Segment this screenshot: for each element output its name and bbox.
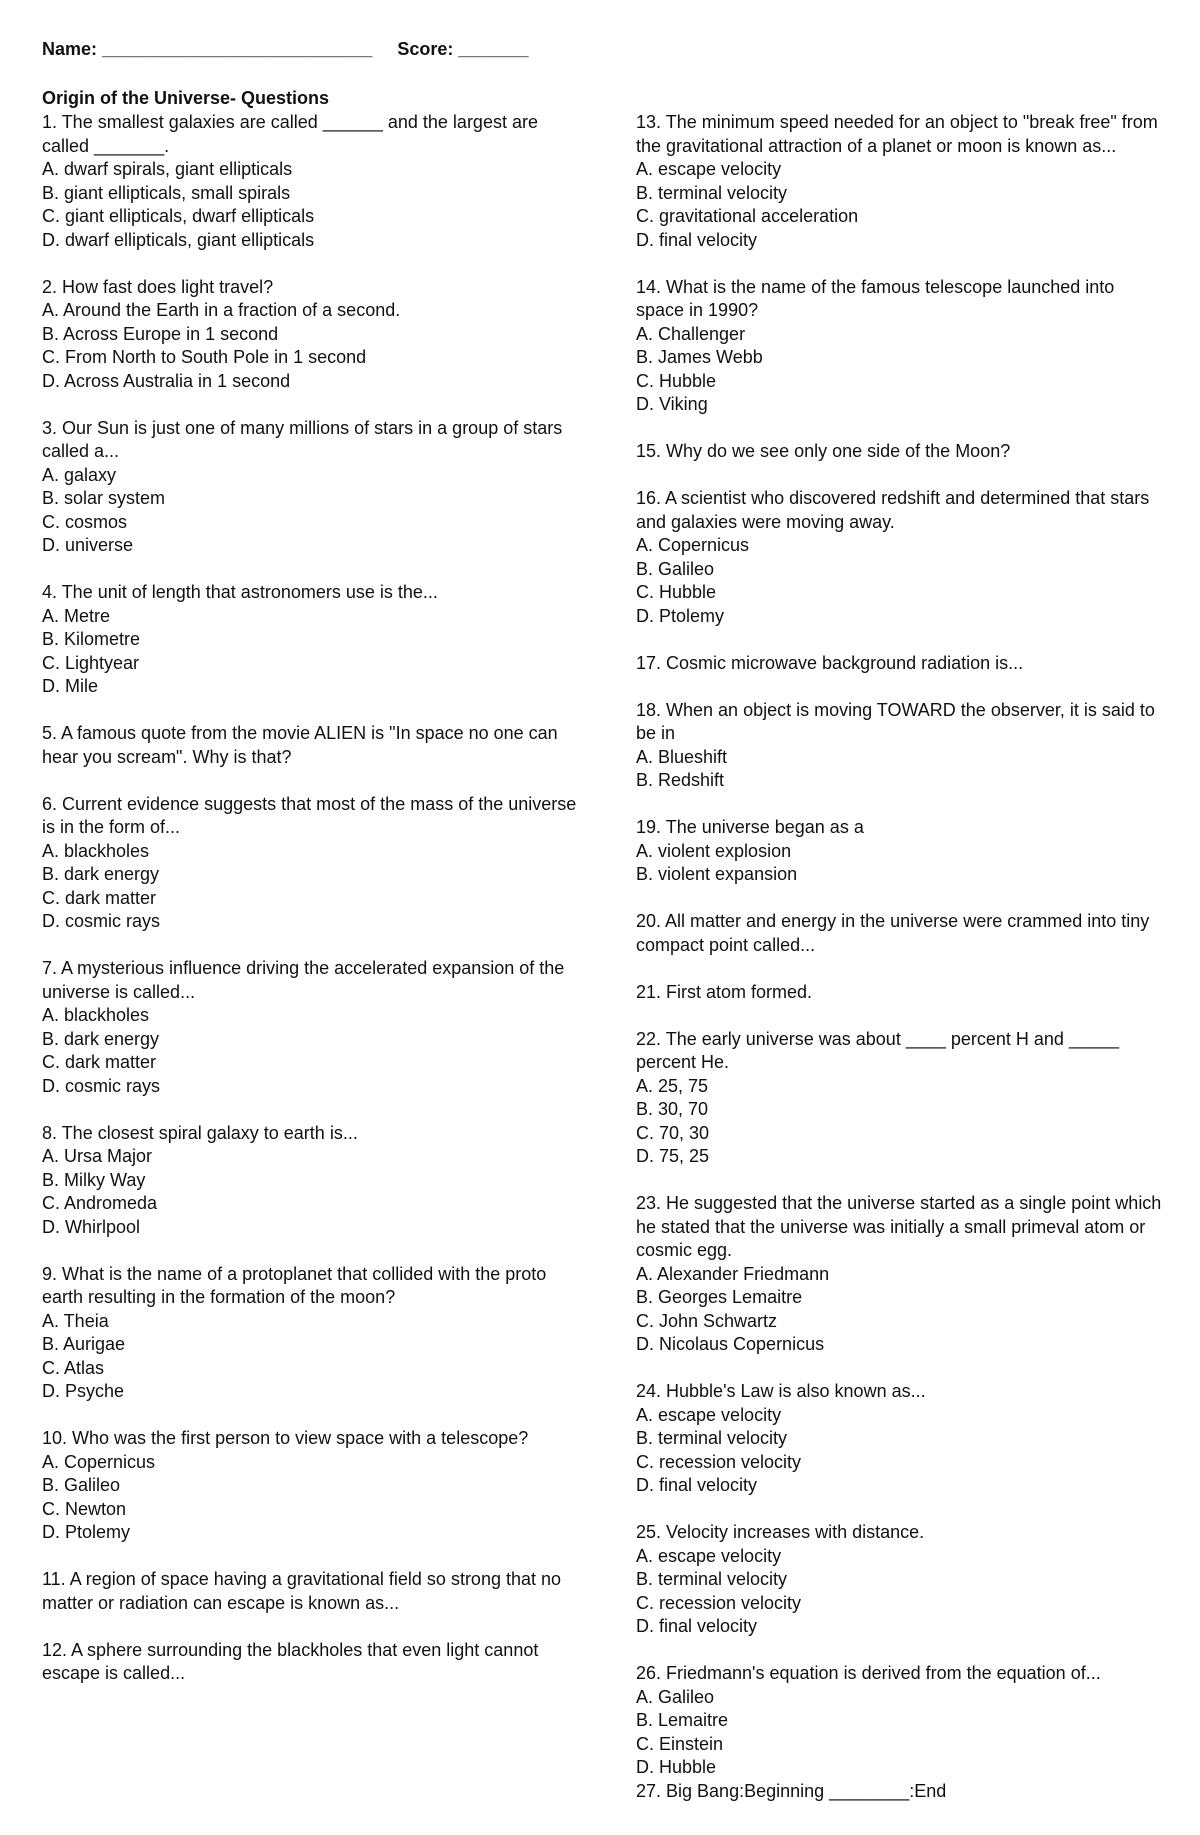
question-block: [636, 981, 1166, 1005]
answer-option[interactable]: B. terminal velocity: [636, 1569, 788, 1589]
answer-option[interactable]: A. Blueshift: [636, 746, 728, 767]
answer-option[interactable]: D. Viking: [636, 394, 708, 414]
answer-option[interactable]: D. 75, 25: [636, 1146, 710, 1166]
question-block: [636, 1521, 1166, 1639]
question-text: 9. What is the name of a protoplanet that collided with the proto earth resulting in the formation of the moon?: [42, 1263, 547, 1307]
answer-option[interactable]: C. 70, 30: [636, 1122, 710, 1143]
answer-option[interactable]: A. violent explosion: [636, 840, 792, 861]
question-text: 25. Velocity increases with distance.: [636, 1522, 925, 1542]
answer-option[interactable]: B. terminal velocity: [636, 1428, 788, 1448]
answer-option[interactable]: A. blackholes: [42, 840, 150, 861]
header-row: [42, 39, 528, 60]
question-text: 16. A scientist who discovered redshift and determined that stars and galaxies were moving away.: [636, 488, 1150, 532]
question-block: [636, 276, 1166, 417]
left-question-column: [42, 111, 582, 1709]
question-text: 5. A famous quote from the movie ALIEN is "In space no one can hear you scream". Why is that?: [42, 723, 558, 767]
question-text: 12. A sphere surrounding the blackholes that even light cannot escape is called...: [42, 1639, 539, 1683]
answer-option[interactable]: C. gravitational acceleration: [636, 206, 859, 226]
answer-option[interactable]: C. dark matter: [42, 1052, 157, 1072]
name-blank[interactable]: ___________________________: [102, 39, 373, 59]
question-block: [42, 957, 582, 1098]
question-text: 2. How fast does light travel?: [42, 276, 274, 297]
answer-option[interactable]: C. cosmos: [42, 511, 128, 532]
question-block: [636, 910, 1166, 957]
answer-option[interactable]: B. Aurigae: [42, 1334, 126, 1354]
question-block: [636, 1780, 1166, 1804]
answer-option[interactable]: A. dwarf spirals, giant ellipticals: [42, 159, 293, 179]
question-block: [636, 1380, 1166, 1498]
answer-option[interactable]: A. Ursa Major: [42, 1146, 153, 1166]
question-text: 17. Cosmic microwave background radiation is...: [636, 652, 1024, 673]
question-block: [42, 417, 582, 558]
answer-option[interactable]: B. violent expansion: [636, 864, 798, 884]
answer-option[interactable]: B. solar system: [42, 488, 166, 508]
answer-option[interactable]: B. Georges Lemaitre: [636, 1287, 803, 1307]
answer-option[interactable]: A. galaxy: [42, 464, 117, 485]
answer-option[interactable]: C. Hubble: [636, 582, 717, 602]
answer-option[interactable]: B. Milky Way: [42, 1169, 146, 1190]
answer-option[interactable]: D. dwarf ellipticals, giant ellipticals: [42, 229, 315, 250]
answer-option[interactable]: B. Across Europe in 1 second: [42, 323, 279, 344]
answer-option[interactable]: B. dark energy: [42, 864, 160, 884]
question-text: 13. The minimum speed needed for an object to "break free" from the gravitational attraction of a planet or moon is known as...: [636, 112, 1158, 156]
answer-option[interactable]: D. Hubble: [636, 1757, 717, 1777]
worksheet-title: Origin of the Universe- Questions: [42, 88, 330, 108]
answer-option[interactable]: C. dark matter: [42, 887, 157, 908]
answer-option[interactable]: D. Nicolaus Copernicus: [636, 1334, 825, 1354]
question-text: 26. Friedmann's equation is derived from the equation of...: [636, 1663, 1101, 1683]
answer-option[interactable]: B. Kilometre: [42, 629, 141, 649]
answer-option[interactable]: D. Ptolemy: [636, 605, 725, 626]
question-text: 6. Current evidence suggests that most of the mass of the universe is in the form of...: [42, 793, 577, 837]
score-label: Score:: [397, 39, 454, 59]
answer-option[interactable]: D. cosmic rays: [42, 1075, 161, 1096]
question-text: 22. The early universe was about ____ percent H and _____ percent He.: [636, 1028, 1119, 1072]
answer-option[interactable]: A. Metre: [42, 605, 111, 626]
answer-option[interactable]: C. recession velocity: [636, 1592, 802, 1613]
answer-option[interactable]: A. Galileo: [636, 1686, 715, 1707]
question-block: [636, 1662, 1166, 1780]
question-block: [636, 111, 1166, 252]
answer-option[interactable]: B. dark energy: [42, 1028, 160, 1049]
question-text: 23. He suggested that the universe started as a single point which he stated that the universe was initially a small primeval atom or cosmic egg.: [636, 1193, 1162, 1260]
answer-option[interactable]: D. final velocity: [636, 229, 758, 250]
question-block: [636, 440, 1166, 464]
score-blank[interactable]: _______: [458, 39, 529, 59]
answer-option[interactable]: A. 25, 75: [636, 1075, 709, 1096]
question-block: [42, 793, 582, 934]
question-text: 7. A mysterious influence driving the accelerated expansion of the universe is called...: [42, 958, 565, 1002]
question-block: [636, 699, 1166, 793]
answer-option[interactable]: A. Copernicus: [42, 1451, 156, 1472]
question-block: [636, 1192, 1166, 1357]
answer-option[interactable]: A. Alexander Friedmann: [636, 1263, 830, 1284]
answer-option[interactable]: A. escape velocity: [636, 1404, 782, 1425]
answer-option[interactable]: C. From North to South Pole in 1 second: [42, 347, 367, 367]
question-block: [636, 487, 1166, 628]
question-block: [636, 1028, 1166, 1169]
question-block: [42, 1122, 582, 1240]
question-text: 24. Hubble's Law is also known as...: [636, 1381, 926, 1401]
answer-option[interactable]: C. John Schwartz: [636, 1310, 778, 1331]
answer-option[interactable]: A. escape velocity: [636, 159, 782, 179]
question-text: 18. When an object is moving TOWARD the observer, it is said to be in: [636, 699, 1155, 743]
answer-option[interactable]: C. Newton: [42, 1498, 127, 1519]
answer-option[interactable]: C. recession velocity: [636, 1451, 802, 1472]
answer-option[interactable]: A. escape velocity: [636, 1545, 782, 1566]
question-block: [42, 581, 582, 699]
question-block: [42, 722, 582, 769]
answer-option[interactable]: D. universe: [42, 535, 134, 555]
answer-option[interactable]: C. Atlas: [42, 1357, 105, 1378]
question-block: [42, 276, 582, 394]
answer-option[interactable]: C. Hubble: [636, 370, 717, 391]
answer-option[interactable]: B. James Webb: [636, 347, 763, 367]
question-text: 8. The closest spiral galaxy to earth is...: [42, 1122, 358, 1143]
answer-option[interactable]: A. Challenger: [636, 323, 746, 344]
answer-option[interactable]: B. Redshift: [636, 770, 725, 790]
answer-option[interactable]: A. Copernicus: [636, 535, 750, 555]
answer-option[interactable]: A. blackholes: [42, 1005, 150, 1025]
question-text: 20. All matter and energy in the universe were crammed into tiny compact point called...: [636, 911, 1150, 955]
question-text: 1. The smallest galaxies are called ______ and the largest are called _______.: [42, 112, 538, 156]
answer-option[interactable]: B. Lemaitre: [636, 1710, 729, 1730]
answer-option[interactable]: C. Lightyear: [42, 652, 140, 673]
question-block: [42, 111, 582, 252]
question-block: [42, 1639, 582, 1686]
answer-option[interactable]: B. Galileo: [636, 558, 715, 579]
answer-option[interactable]: B. terminal velocity: [636, 182, 788, 203]
question-block: [42, 1427, 582, 1545]
answer-option[interactable]: D. final velocity: [636, 1475, 758, 1495]
question-text: 15. Why do we see only one side of the Moon?: [636, 441, 1011, 461]
answer-option[interactable]: D. Across Australia in 1 second: [42, 370, 291, 391]
answer-option[interactable]: C. Einstein: [636, 1733, 724, 1754]
question-text: 10. Who was the first person to view space with a telescope?: [42, 1428, 529, 1448]
answer-option[interactable]: B. giant ellipticals, small spirals: [42, 182, 291, 203]
question-text: 27. Big Bang:Beginning ________:End: [636, 1780, 947, 1801]
answer-option[interactable]: D. Psyche: [42, 1381, 125, 1401]
question-block: [636, 652, 1166, 676]
answer-option[interactable]: B. 30, 70: [636, 1099, 709, 1119]
answer-option[interactable]: C. giant ellipticals, dwarf ellipticals: [42, 206, 315, 226]
answer-option[interactable]: A. Around the Earth in a fraction of a second.: [42, 300, 401, 320]
question-text: 11. A region of space having a gravitational field so strong that no matter or radiation can escape is known as...: [42, 1569, 562, 1613]
question-text: 4. The unit of length that astronomers use is the...: [42, 582, 438, 602]
question-text: 3. Our Sun is just one of many millions of stars in a group of stars called a...: [42, 417, 563, 461]
right-question-column: [636, 111, 1166, 1827]
answer-option[interactable]: A. Theia: [42, 1310, 109, 1331]
question-text: 21. First atom formed.: [636, 981, 813, 1002]
question-block: [636, 816, 1166, 887]
question-block: [42, 1568, 582, 1615]
answer-option[interactable]: D. cosmic rays: [42, 911, 161, 931]
answer-option[interactable]: D. Ptolemy: [42, 1522, 131, 1542]
answer-option[interactable]: D. Mile: [42, 676, 99, 696]
answer-option[interactable]: D. final velocity: [636, 1616, 758, 1636]
name-label: Name:: [42, 39, 98, 59]
question-text: 14. What is the name of the famous telescope launched into space in 1990?: [636, 276, 1115, 320]
answer-option[interactable]: B. Galileo: [42, 1475, 121, 1495]
question-block: [42, 1263, 582, 1404]
question-text: 19. The universe began as a: [636, 817, 864, 837]
answer-option[interactable]: D. Whirlpool: [42, 1216, 141, 1237]
answer-option[interactable]: C. Andromeda: [42, 1193, 158, 1213]
